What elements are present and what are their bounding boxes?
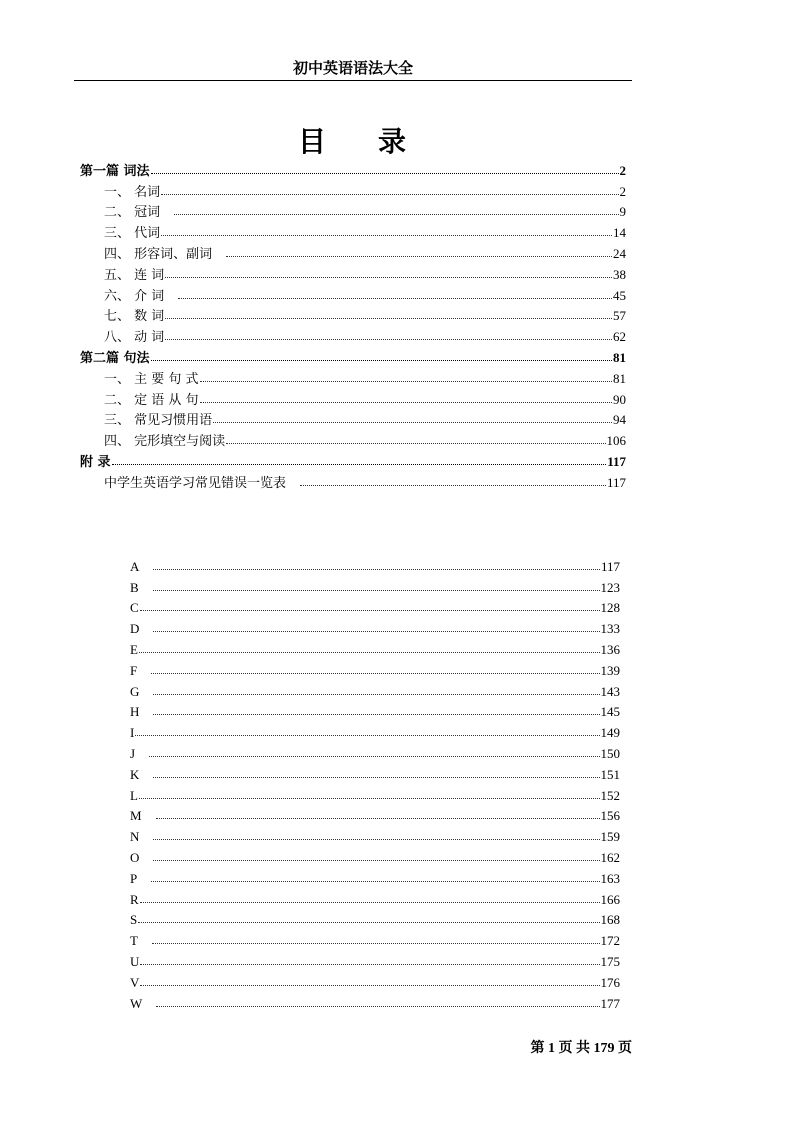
dot-leader [153,714,599,715]
dot-leader [213,422,612,423]
toc-title-right: 录 [378,125,409,158]
toc-entry[interactable] [80,283,626,304]
toc-entry-label: 一、 名词 [104,184,161,200]
dot-leader [165,318,612,319]
dot-leader [161,194,618,195]
alphabet-letter: P [130,870,138,886]
dot-leader [138,922,599,923]
alphabet-page: 166 [600,891,620,907]
dot-leader [153,839,599,840]
alphabet-page: 156 [600,808,620,824]
alphabet-letter: C [130,600,139,616]
alphabet-page: 128 [600,600,620,616]
alphabet-page: 152 [600,787,620,803]
alphabet-entry[interactable] [130,970,620,991]
toc-entry-label: 二、 定 语 从 句 [104,392,199,408]
toc-entry-label: 一、 主 要 句 式 [104,371,199,387]
toc-entry-label: 中学生英语学习常见错误一览表 [104,475,287,491]
alphabet-entry[interactable] [130,700,620,721]
alphabet-page: 159 [600,829,620,845]
dot-leader [174,214,618,215]
dot-leader [149,756,599,757]
alphabet-letter: I [130,725,135,741]
alphabet-letter: O [130,849,140,865]
dot-leader [156,1006,599,1007]
toc-entry[interactable] [80,179,626,200]
alphabet-entry[interactable] [130,762,620,783]
alphabet-letter: L [130,787,138,803]
alphabet-page: 145 [600,704,620,720]
dot-leader [153,590,600,591]
toc-entry-page: 81 [613,349,626,365]
toc-entry[interactable] [80,304,626,325]
toc-entry-page: 38 [613,266,626,282]
alphabet-entry[interactable] [130,554,620,575]
toc-entry-label: 三、 代词 [104,226,161,242]
toc-entry-label: 三、 常见习惯用语 [104,413,213,429]
dot-leader [152,943,600,944]
alphabet-letter: V [130,974,140,990]
alphabet-letter: R [130,891,139,907]
header-title: 初中英语语法大全 [292,59,413,77]
toc-entry[interactable] [80,220,626,241]
alphabet-letter: E [130,641,138,657]
alphabet-entry[interactable] [130,845,620,866]
alphabet-page: 151 [600,766,620,782]
alphabet-page: 117 [600,558,620,574]
alphabet-letter: A [130,558,140,574]
alphabet-page: 162 [600,849,620,865]
table-of-contents [80,158,626,491]
toc-entry-label: 二、 冠词 [104,205,161,221]
dot-leader [140,985,599,986]
toc-entry-page: 24 [613,245,626,261]
toc-entry-label: 第一篇 词法 [80,163,150,179]
alphabet-entry[interactable] [130,637,620,658]
alphabet-entry[interactable] [130,596,620,617]
toc-entry-label: 四、 完形填空与阅读 [104,434,226,450]
alphabet-entry[interactable] [130,908,620,929]
toc-entry[interactable] [80,200,626,221]
page-header [74,58,632,81]
dot-leader [135,735,599,736]
alphabet-page: 123 [600,579,620,595]
toc-entry-label: 四、 形容词、副词 [104,246,213,262]
toc-entry-page: 14 [613,225,626,241]
dot-leader [161,235,612,236]
dot-leader [151,673,599,674]
dot-leader [200,402,612,403]
alphabet-page: 133 [600,621,620,637]
toc-entry[interactable] [80,366,626,387]
toc-entry[interactable] [80,428,626,449]
dot-leader [153,694,599,695]
alphabet-entry[interactable] [130,991,620,1012]
toc-entry-page: 2 [619,183,626,199]
alphabet-index [130,554,620,1012]
toc-entry[interactable] [80,408,626,429]
toc-entry-appendix[interactable] [80,449,626,470]
dot-leader [178,298,612,299]
alphabet-letter: H [130,704,140,720]
toc-entry[interactable] [80,470,626,491]
dot-leader [153,777,599,778]
alphabet-entry[interactable] [130,928,620,949]
dot-leader [151,360,612,361]
dot-leader [165,339,612,340]
toc-entry-part-2[interactable] [80,345,626,366]
alphabet-page: 168 [600,912,620,928]
alphabet-page: 139 [600,662,620,678]
alphabet-entry[interactable] [130,720,620,741]
alphabet-letter: F [130,662,138,678]
alphabet-entry[interactable] [130,887,620,908]
dot-leader [226,443,605,444]
toc-entry-page: 62 [613,329,626,345]
dot-leader [112,464,607,465]
alphabet-page: 143 [600,683,620,699]
toc-entry-label: 附 录 [80,454,111,470]
toc-entry-page: 90 [613,391,626,407]
alphabet-entry[interactable] [130,866,620,887]
alphabet-letter: N [130,829,140,845]
alphabet-page: 172 [600,933,620,949]
alphabet-page: 175 [600,953,620,969]
alphabet-entry[interactable] [130,949,620,970]
alphabet-entry[interactable] [130,658,620,679]
dot-leader [140,902,600,903]
toc-entry[interactable] [80,324,626,345]
toc-entry-page: 117 [607,453,626,469]
toc-entry-label: 六、 介 词 [104,288,165,304]
alphabet-entry[interactable] [130,616,620,637]
alphabet-letter: W [130,995,143,1011]
toc-entry-label: 八、 动 词 [104,330,165,346]
dot-leader [200,381,612,382]
toc-entry[interactable] [80,262,626,283]
toc-entry-label: 第二篇 句法 [80,350,150,366]
toc-entry-page: 9 [619,204,626,220]
dot-leader [151,881,599,882]
dot-leader [153,631,599,632]
alphabet-page: 177 [600,995,620,1011]
toc-entry-page: 94 [613,412,626,428]
toc-entry-page: 117 [606,474,626,490]
dot-leader [153,569,600,570]
alphabet-entry[interactable] [130,804,620,825]
toc-entry-label: 七、 数 词 [104,309,165,325]
alphabet-entry[interactable] [130,824,620,845]
toc-entry-page: 81 [613,370,626,386]
alphabet-page: 163 [600,870,620,886]
toc-entry-part-1[interactable] [80,158,626,179]
alphabet-page: 150 [600,745,620,761]
toc-entry-page: 57 [613,308,626,324]
alphabet-entry[interactable] [130,783,620,804]
toc-entry-label: 五、 连 词 [104,267,165,283]
alphabet-letter: T [130,933,138,949]
toc-entry[interactable] [80,387,626,408]
alphabet-letter: B [130,579,139,595]
alphabet-entry[interactable] [130,575,620,596]
alphabet-entry[interactable] [130,741,620,762]
dot-leader [165,277,612,278]
alphabet-letter: U [130,953,140,969]
dot-leader [140,610,600,611]
dot-leader [151,173,619,174]
dot-leader [226,256,612,257]
alphabet-letter: D [130,621,140,637]
dot-leader [139,798,600,799]
alphabet-page: 176 [600,974,620,990]
dot-leader [153,860,599,861]
toc-entry-page: 45 [613,287,626,303]
alphabet-entry[interactable] [130,679,620,700]
alphabet-letter: M [130,808,142,824]
toc-title [0,120,706,160]
alphabet-letter: K [130,766,140,782]
dot-leader [140,964,599,965]
toc-entry-page: 2 [619,162,626,178]
toc-title-left: 目 [297,125,328,158]
dot-leader [156,818,600,819]
alphabet-letter: J [130,745,136,761]
toc-entry-page: 106 [606,433,626,449]
alphabet-letter: S [130,912,138,928]
dot-leader [139,652,600,653]
dot-leader [300,485,606,486]
alphabet-letter: G [130,683,140,699]
toc-entry[interactable] [80,241,626,262]
alphabet-page: 136 [600,641,620,657]
alphabet-page: 149 [600,725,620,741]
page-footer: 第 1 页 共 179 页 [530,1041,632,1056]
